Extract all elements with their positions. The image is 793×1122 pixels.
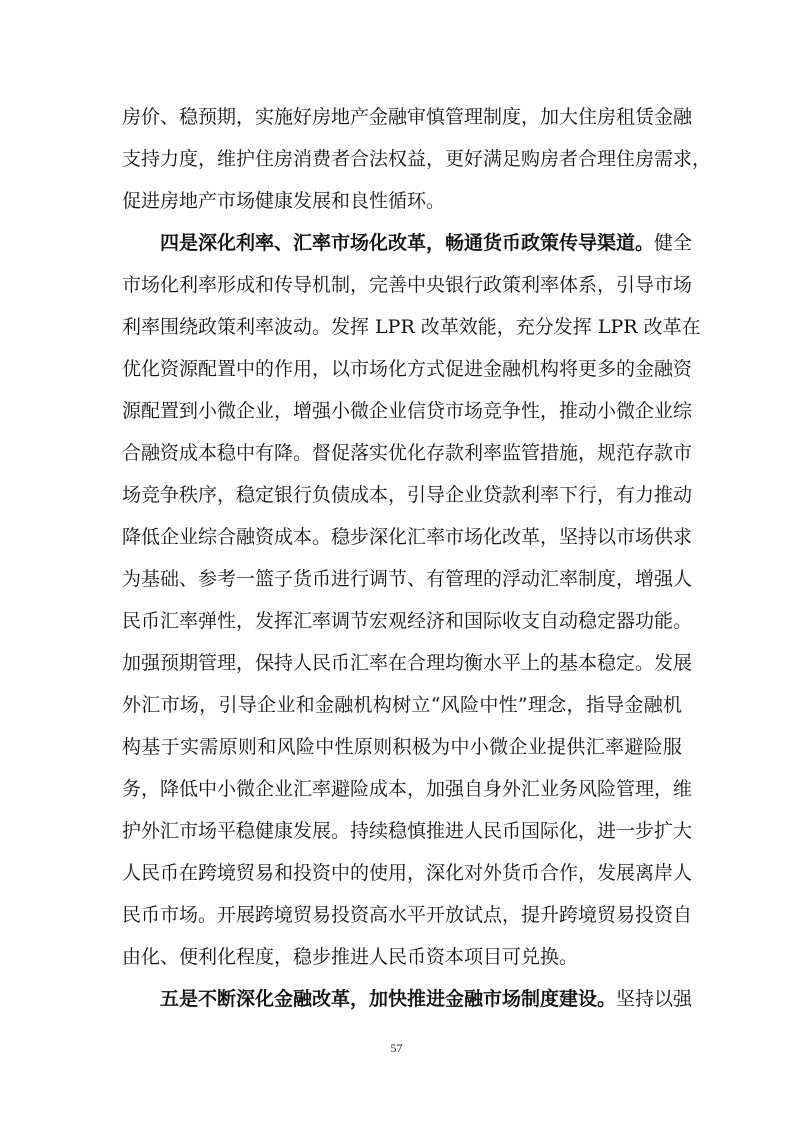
body-line: 优化资源配置中的作用，以市场化方式促进金融机构将更多的金融资 bbox=[122, 358, 693, 380]
body-line: 为基础、参考一篮子货币进行调节、有管理的浮动汇率制度，增强人 bbox=[122, 568, 693, 590]
section-five-paragraph-start bbox=[160, 984, 693, 1014]
body-line: 合融资成本稳中有降。督促落实优化存款利率监管措施，规范存款市 bbox=[122, 442, 693, 464]
body-line: 降低企业综合融资成本。稳步深化汇率市场化改革，坚持以市场供求 bbox=[122, 526, 693, 548]
body-line: 源配置到小微企业，增强小微企业信贷市场竞争性，推动小微企业综 bbox=[122, 400, 693, 422]
body-line: 场竞争秩序，稳定银行负债成本，引导企业贷款利率下行，有力推动 bbox=[122, 484, 693, 506]
section-four-paragraph-start bbox=[160, 228, 693, 258]
section-four-heading: 四是深化利率、汇率市场化改革，畅通货币政策传导渠道。 bbox=[160, 232, 655, 254]
page-number: 57 bbox=[390, 1041, 403, 1055]
body-line: 务，降低中小微企业汇率避险成本，加强自身外汇业务风险管理，维 bbox=[122, 778, 693, 800]
section-five-heading: 五是不断深化金融改革，加快推进金融市场制度建设。 bbox=[160, 988, 617, 1010]
body-line: 护外汇市场平稳健康发展。持续稳慎推进人民币国际化，进一步扩大 bbox=[122, 820, 693, 842]
body-line: 民币市场。开展跨境贸易投资高水平开放试点，提升跨境贸易投资自 bbox=[122, 904, 693, 926]
body-line: 促进房地产市场健康发展和良性循环。 bbox=[122, 190, 446, 212]
body-line: 构基于实需原则和风险中性原则积极为中小微企业提供汇率避险服 bbox=[122, 736, 682, 758]
body-line: 由化、便利化程度，稳步推进人民币资本项目可兑换。 bbox=[122, 946, 579, 968]
body-line: 人民币在跨境贸易和投资中的使用，深化对外货币合作，发展离岸人 bbox=[122, 862, 693, 884]
section-four-lead: 健全 bbox=[654, 232, 693, 254]
body-line: 利率围绕政策利率波动。发挥 LPR 改革效能，充分发挥 LPR 改革在 bbox=[122, 316, 701, 338]
body-line: 支持力度，维护住房消费者合法权益，更好满足购房者合理住房需求， bbox=[122, 148, 712, 170]
body-line: 加强预期管理，保持人民币汇率在合理均衡水平上的基本稳定。发展 bbox=[122, 652, 693, 674]
body-line: 外汇市场，引导企业和金融机构树立“风险中性”理念，指导金融机 bbox=[122, 694, 682, 716]
body-line: 民币汇率弹性，发挥汇率调节宏观经济和国际收支自动稳定器功能。 bbox=[122, 610, 693, 632]
body-line: 房价、稳预期，实施好房地产金融审慎管理制度，加大住房租赁金融 bbox=[122, 106, 693, 128]
body-line: 市场化利率形成和传导机制，完善中央银行政策利率体系，引导市场 bbox=[122, 274, 693, 296]
section-five-lead: 坚持以强 bbox=[616, 988, 693, 1010]
